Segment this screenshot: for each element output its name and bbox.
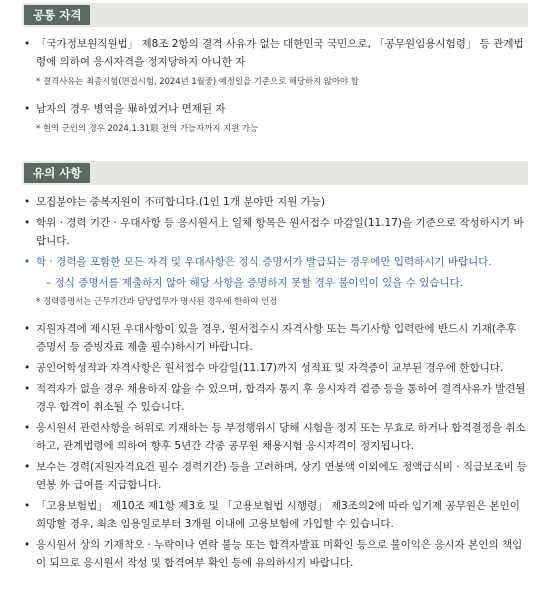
list-item (22, 458, 528, 494)
bullet-icon: • (24, 383, 31, 395)
list-item (22, 497, 528, 533)
list-item (22, 100, 528, 118)
highlight-subtext: – 정식 증명서를 제출하지 않아 해당 사항을 증명하지 못할 경우 불이익이 있을 수 있습니다. (46, 277, 464, 289)
note-text: * 경력증명서는 근무기간과 담당업무가 명시된 경우에 한하여 인정 (36, 296, 278, 306)
bullet-icon: • (24, 256, 31, 268)
section-title-notice: 유의 사항 (24, 163, 90, 183)
item-text: 모집분야는 중복지원이 不可합니다.(1인 1개 분야만 지원 가능) (36, 196, 326, 208)
list-item-highlight (22, 253, 528, 271)
item-text: 지원자격에 제시된 우대사항이 있을 경우, 원서접수시 자격사항 또는 특기사항 입력란에 반드시 기재(추후 증명서 등 증빙자료 제출 필수)하시기 바랍니다. (36, 323, 517, 353)
item-text: 「국가정보원직원법」 제8조 2항의 결격 사유가 없는 대한민국 국민으로, 「공무원임용시험령」 등 관계법령에 의하여 응시자격을 정지당하지 아니한 자 (36, 38, 524, 68)
bullet-icon: • (24, 422, 31, 434)
note-text: * 결격사유는 최종시험(면접시험, 2024년 1월중) 예정일을 기준으로 해당하지 않아야 함 (36, 76, 359, 86)
bullet-icon: • (24, 362, 31, 374)
item-text: 보수는 경력(지원자격요건 필수 경력기간) 등을 고려하며, 상기 연봉액 이외에도 정액급식비 · 직급보조비 등 연봉 外 급여를 지급합니다. (36, 461, 528, 491)
bullet-icon: • (24, 38, 31, 50)
item-text: 학위 · 경력 기간 · 우대사항 등 응시원서上 일체 항목은 원서접수 마감일(11.17)을 기준으로 작성하시기 바랍니다. (36, 217, 524, 247)
bullet-icon: • (24, 461, 31, 473)
item-text: 「고용보험법」 제10조 제1항 제3호 및 「고용보험법 시행령」 제3조의2에 따라 임기제 공무원은 본인이 희망할 경우, 최초 임용일로부터 3개월 이내에 고용보험에 가입할 수 있습니다. (36, 500, 520, 530)
list-item (22, 214, 528, 250)
section-header-notice (22, 161, 528, 185)
list-item (22, 380, 528, 416)
bullet-icon: • (24, 217, 31, 229)
section-title-common: 공통 자격 (24, 5, 90, 25)
list-item (22, 536, 528, 572)
list-item (22, 320, 528, 356)
bullet-icon: • (24, 196, 31, 208)
bullet-icon: • (24, 539, 31, 551)
list-item (22, 419, 528, 455)
item-text: 남자의 경우 병역을 畢하였거나 면제된 자 (36, 103, 226, 115)
list-item (22, 359, 528, 377)
item-text: 적격자가 없을 경우 채용하지 않을 수 있으며, 합격자 통지 후 응시자격 검증 등을 통하여 결격사유가 발견될 경우 합격이 취소될 수 있습니다. (36, 383, 526, 413)
item-text: 공인어학성적과 자격사항은 원서접수 마감일(11.17)까지 성적표 및 자격증이 교부된 경우에 한합니다. (36, 362, 504, 374)
bullet-icon: • (24, 323, 31, 335)
list-item (22, 35, 528, 71)
section-header-common (22, 3, 528, 27)
note-text: * 현역 군인의 경우 2024.1.31限 전역 가능자까지 지원 가능 (36, 123, 259, 133)
item-text: 응시원서 관련사항을 허위로 기재하는 등 부정행위시 당해 시험을 정지 또는 무효로 하거나 합격결정을 취소하고, 관계법령에 의하여 향후 5년간 각종 공무원 채용시험 응시자격이 정지됩니다. (36, 422, 526, 452)
item-text: 응시원서 상의 기재착오 · 누락이나 연락 불능 또는 합격자발표 미확인 등으로 불이익은 응시자 본인의 책임이 되므로 응시원서 작성 및 합격여부 확인 등에 유의하시기 바랍니다. (36, 539, 523, 569)
bullet-icon: • (24, 103, 31, 115)
list-item (22, 193, 528, 211)
section-gap (22, 147, 528, 161)
bullet-icon: • (24, 500, 31, 512)
item-text: 학 · 경력을 포함한 모든 자격 및 우대사항은 정식 증명서가 발급되는 경우에만 입력하시기 바랍니다. (36, 256, 492, 268)
